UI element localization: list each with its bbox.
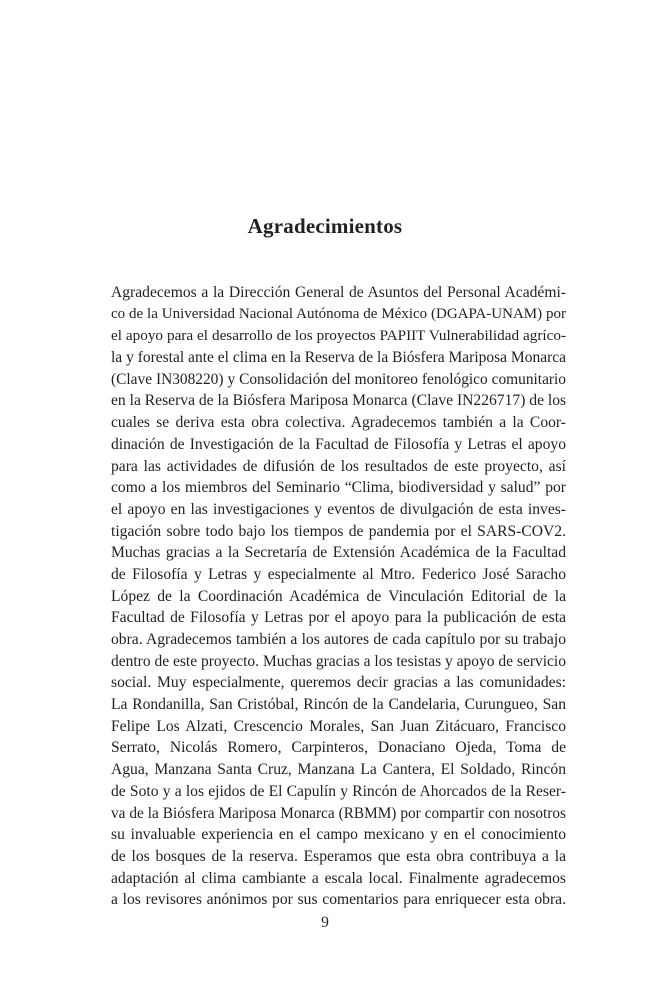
text-line: Facultad de Filosofía y Letras por el apoyo para la publicación de esta bbox=[111, 609, 566, 627]
text-line: dentro de este proyecto. Muchas gracias a los tesistas y apoyo de servicio bbox=[111, 652, 566, 670]
text-line: a los revisores anónimos por sus comentarios para enriquecer esta obra. bbox=[111, 891, 566, 909]
text-line: la y forestal ante el clima en la Reserva de la Biósfera Mariposa Monarca bbox=[111, 349, 566, 367]
text-line: para las actividades de difusión de los resultados de este proyecto, así bbox=[111, 457, 566, 475]
text-line: de Soto y a los ejidos de El Capulín y Rincón de Ahorcados de la Reser- bbox=[111, 782, 566, 800]
text-line: (Clave IN308220) y Consolidación del monitoreo fenológico comunitario bbox=[111, 370, 566, 388]
text-line: va de la Biósfera Mariposa Monarca (RBMM) por compartir con nosotros bbox=[111, 804, 566, 822]
text-line: dinación de Investigación de la Facultad de Filosofía y Letras el apoyo bbox=[111, 435, 566, 453]
text-line: el apoyo para el desarrollo de los proyectos PAPIIT Vulnerabilidad agríco- bbox=[111, 327, 566, 345]
text-line: adaptación al clima cambiante a escala local. Finalmente agradecemos bbox=[111, 869, 566, 887]
text-line: Agradecemos a la Dirección General de Asuntos del Personal Académi- bbox=[111, 284, 566, 301]
text-line: La Rondanilla, San Cristóbal, Rincón de la Candelaria, Curungueo, San bbox=[111, 696, 566, 714]
text-line: López de la Coordinación Académica de Vinculación Editorial de la bbox=[111, 587, 566, 605]
text-line: tigación sobre todo bajo los tiempos de pandemia por el SARS-COV2. bbox=[111, 522, 566, 540]
text-line: obra. Agradecemos también a los autores de cada capítulo por su trabajo bbox=[111, 631, 566, 648]
acknowledgements-text bbox=[111, 282, 566, 911]
text-line: social. Muy especialmente, queremos decir gracias a las comunidades: bbox=[111, 674, 566, 692]
page-title: Agradecimientos bbox=[247, 214, 403, 238]
text-line: de los bosques de la reserva. Esperamos que esta obra contribuya a la bbox=[111, 847, 566, 865]
text-line: en la Reserva de la Biósfera Mariposa Monarca (Clave IN226717) de los bbox=[111, 392, 567, 410]
page-number: 9 bbox=[321, 914, 329, 931]
text-line: Agua, Manzana Santa Cruz, Manzana La Cantera, El Soldado, Rincón bbox=[111, 761, 566, 779]
text-line: co de la Universidad Nacional Autónoma de México (DGAPA-UNAM) por bbox=[111, 305, 566, 322]
text-line: su invaluable experiencia en el campo mexicano y en el conocimiento bbox=[111, 826, 566, 844]
text-line: el apoyo en las investigaciones y eventos de divulgación de esta inves- bbox=[111, 500, 566, 518]
text-line: Muchas gracias a la Secretaría de Extensión Académica de la Facultad bbox=[111, 544, 566, 562]
text-line: como a los miembros del Seminario “Clima, biodiversidad y salud” por bbox=[111, 479, 566, 497]
text-line: cuales se deriva esta obra colectiva. Agradecemos también a la Coor- bbox=[111, 414, 566, 432]
text-line: Serrato, Nicolás Romero, Carpinteros, Donaciano Ojeda, Toma de bbox=[111, 739, 566, 757]
text-line: Felipe Los Alzati, Crescencio Morales, San Juan Zitácuaro, Francisco bbox=[111, 717, 566, 735]
text-line: de Filosofía y Letras y especialmente al Mtro. Federico José Saracho bbox=[111, 565, 566, 583]
